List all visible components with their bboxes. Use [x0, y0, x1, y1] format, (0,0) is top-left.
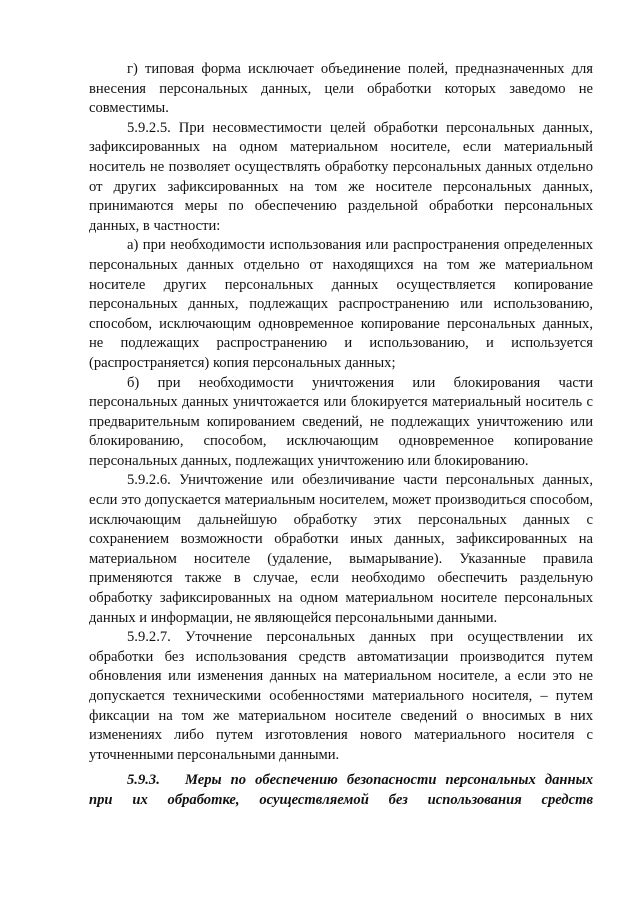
paragraph-5-9-2-5: 5.9.2.5. При несовместимости целей обработки персональных данных, зафиксированных на одном материальном носителе, если материальный носитель не позволяет осуществлять обработку персональных данных отдельно от других зафиксированных на том же носителе персональных данных, принимаются меры по обеспечению раздельной обработки персональных данных, в частности:	[89, 119, 593, 234]
paragraph-5-9-2-7: 5.9.2.7. Уточнение персональных данных при осуществлении их обработки без использования средств автоматизации производится путем обновления или изменения данных на материальном носителе, а если это не допускается техническими особенностями материального носителя, – путем фиксации на том же материальном носителе сведений о вносимых в них изменениях либо путем изготовления нового материального носителя с уточненными персональными данными.	[89, 629, 593, 763]
section-heading-5-9-3	[89, 771, 593, 810]
paragraph-item-b: б) при необходимости уничтожения или блокирования части персональных данных уничтожается или блокируется материальный носитель с предварительным копированием сведений, не подлежащих уничтожению или блокированию, способом, исключающим одновременное копирование персональных данных, подлежащих уничтожению или блокированию.	[89, 374, 593, 469]
section-title: Меры по обеспечению безопасности персональных данных при их обработке, осуществляемой без использования средств	[89, 772, 593, 808]
paragraph-item-a: а) при необходимости использования или распространения определенных персональных данных отдельно от находящихся на том же материальном носителе других персональных данных осуществляется копирование персональных данных, подлежащих распространению или использованию, способом, исключающим одновременное копирование персональных данных, не подлежащих распространению и использованию, и используется (распространяется) копия персональных данных;	[89, 237, 593, 371]
section-number: 5.9.3.	[127, 772, 160, 789]
paragraph-standard-form-item-g: г) типовая форма исключает объединение полей, предназначенных для внесения персональных данных, цели обработки которых заведомо не совместимы.	[89, 61, 593, 117]
paragraph-5-9-2-6: 5.9.2.6. Уничтожение или обезличивание части персональных данных, если это допускается материальным носителем, может производиться способом, исключающим дальнейшую обработку этих персональных данных с сохранением возможности обработки иных данных, зафиксированных на материальном носителе (удаление, вымарывание). Указанные правила применяются также в случае, если необходимо обеспечить раздельную обработку зафиксированных на одном материальном носителе персональных данных и информации, не являющейся персональными данными.	[89, 472, 593, 626]
